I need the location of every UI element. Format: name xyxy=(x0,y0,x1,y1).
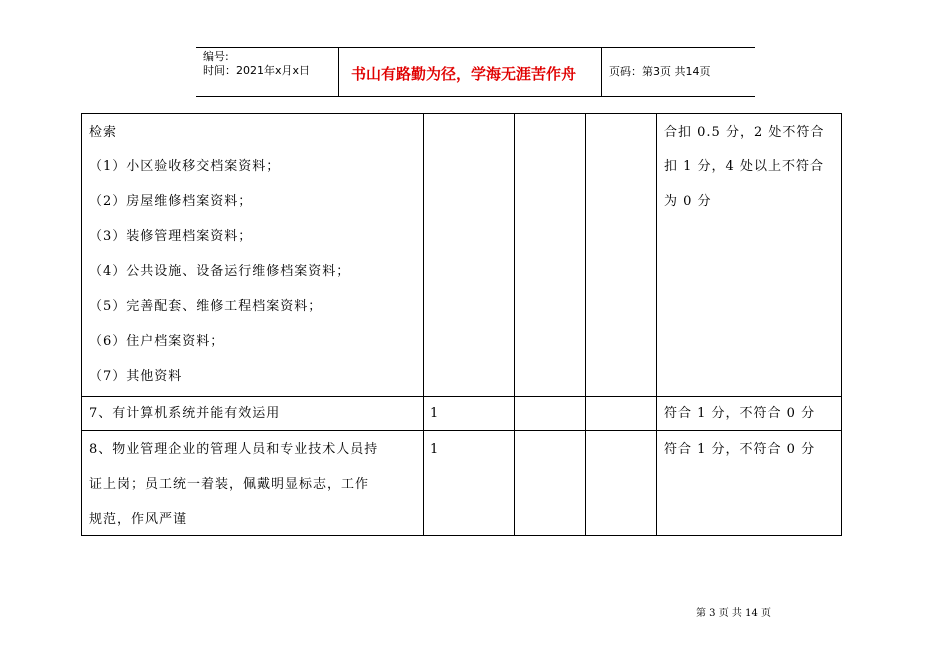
row1-item-line: （1）小区验收移交档案资料； xyxy=(89,159,281,174)
row1-item-line: （2）房屋维修档案资料； xyxy=(89,194,253,209)
row3-item-line: 证上岗；员工统一着装，佩戴明显标志，工作 xyxy=(89,477,370,492)
table-col-line-0 xyxy=(81,113,82,536)
row1-item-line: （5）完善配套、维修工程档案资料； xyxy=(89,299,323,314)
row3-item-line: 规范，作风严谨 xyxy=(89,512,188,527)
table-col-line-2 xyxy=(514,113,515,536)
header-bottom-rule xyxy=(196,96,755,97)
header-motto: 书山有路勤为径，学海无涯苦作舟 xyxy=(351,65,577,83)
row1-item-line: （6）住户档案资料； xyxy=(89,334,225,349)
table-col-line-3 xyxy=(585,113,586,536)
header-time-label: 时间：2021年x月x日 xyxy=(203,64,311,77)
table-col-line-4 xyxy=(656,113,657,536)
header-page-code: 页码：第3页 共14页 xyxy=(609,65,711,78)
page-footer: 第 3 页 共 14 页 xyxy=(696,608,771,619)
header-divider-left xyxy=(338,47,339,97)
row2-score: 1 xyxy=(430,406,440,421)
row1-item-line: 检索 xyxy=(89,125,118,140)
row1-rule-line: 合扣 0.5 分，2 处不符合 xyxy=(664,125,825,140)
table-rule-bottom xyxy=(81,535,841,536)
row1-item-line: （4）公共设施、设备运行维修档案资料； xyxy=(89,264,351,279)
row3-score: 1 xyxy=(430,442,440,457)
row1-rule-line: 扣 1 分，4 处以上不符合 xyxy=(664,159,824,174)
table-rule-row1-bottom xyxy=(81,396,841,397)
row1-item-line: （3）装修管理档案资料； xyxy=(89,229,253,244)
table-col-line-1 xyxy=(423,113,424,536)
header-divider-right xyxy=(601,47,602,97)
table-rule-row2-bottom xyxy=(81,430,841,431)
row2-item-line: 7、有计算机系统并能有效运用 xyxy=(89,406,281,421)
row2-rule-line: 符合 1 分，不符合 0 分 xyxy=(664,406,816,421)
row3-item-line: 8、物业管理企业的管理人员和专业技术人员持 xyxy=(89,442,379,457)
row1-rule-line: 为 0 分 xyxy=(664,194,712,209)
table-rule-top xyxy=(81,113,841,114)
table-col-line-5 xyxy=(841,113,842,536)
row1-item-line: （7）其他资料 xyxy=(89,369,183,384)
row3-rule-line: 符合 1 分，不符合 0 分 xyxy=(664,442,816,457)
header-top-rule xyxy=(196,47,755,48)
header-number-label: 编号: xyxy=(203,50,229,63)
